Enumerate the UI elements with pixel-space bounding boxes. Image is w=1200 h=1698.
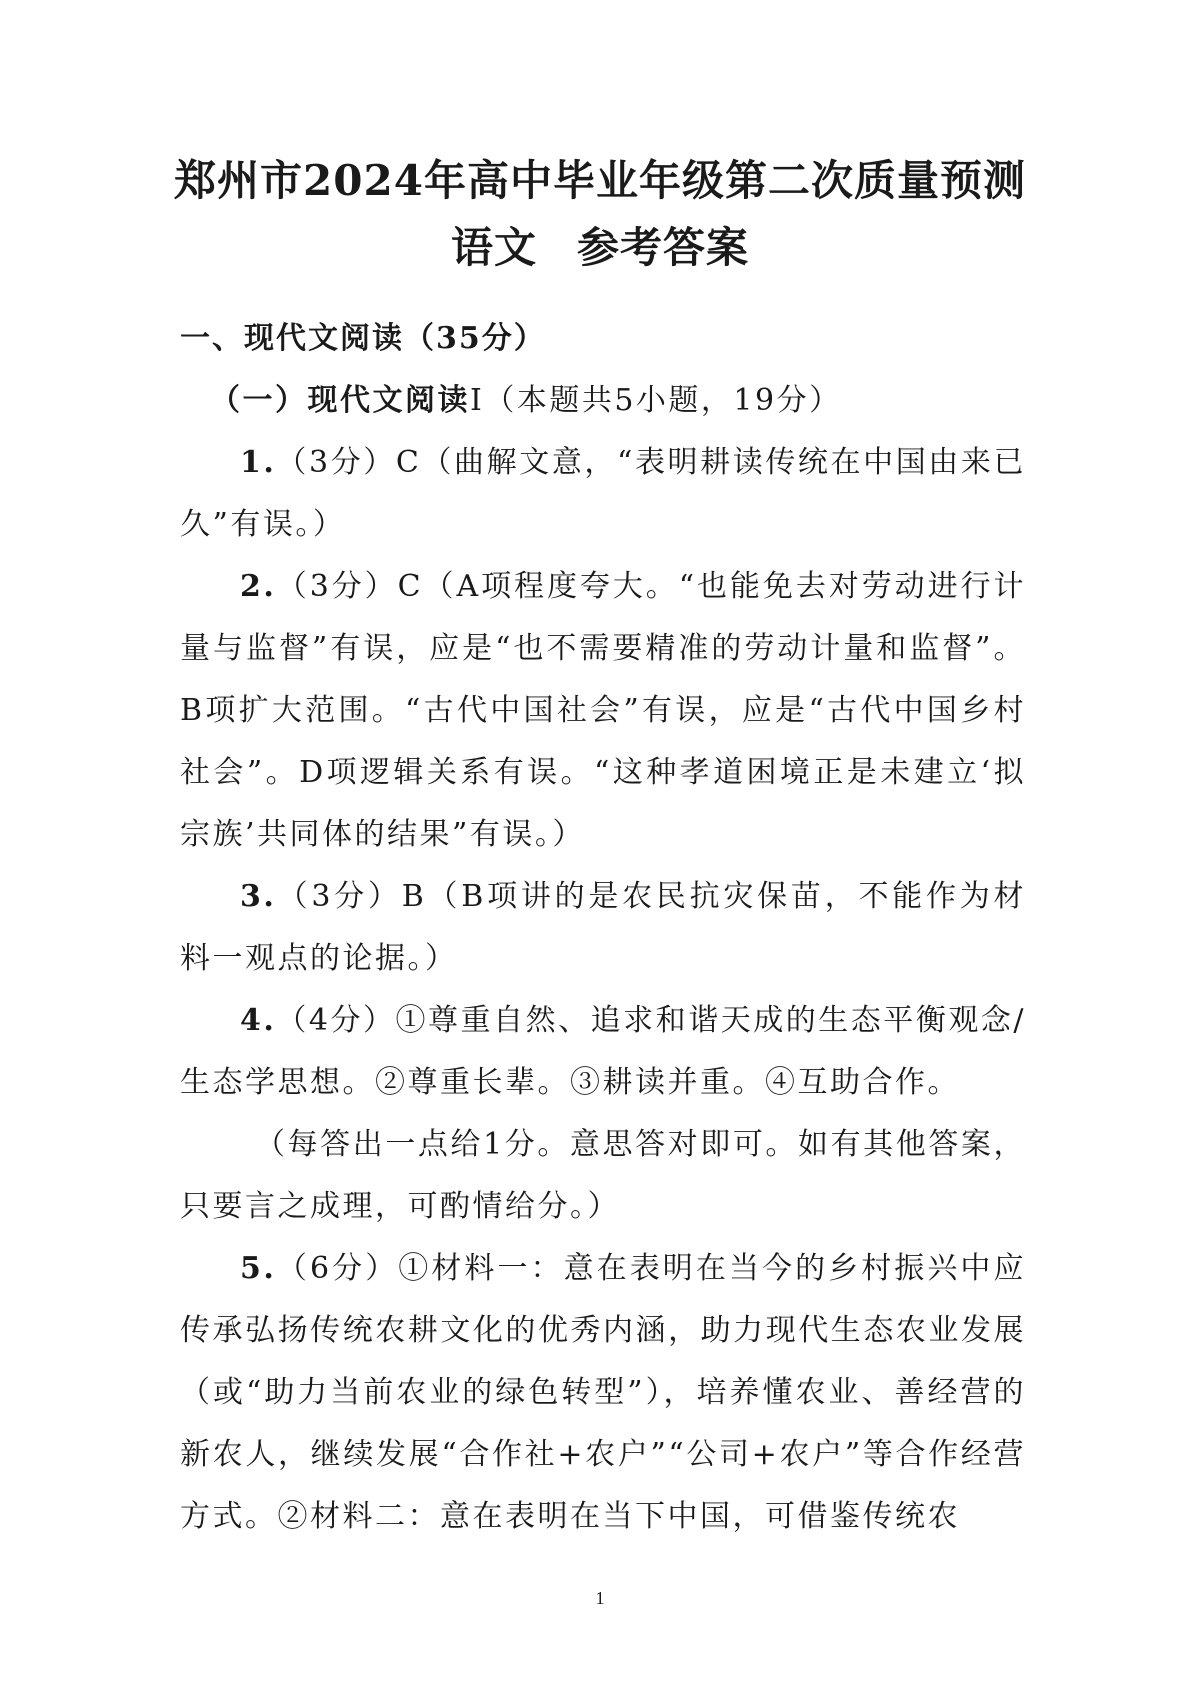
answer-text: （3分）C（曲解文意，“表明耕读传统在中国由来已久”有误。） — [180, 445, 1026, 542]
answer-number: 4. — [240, 1003, 277, 1038]
answer-item — [180, 990, 1026, 1114]
answer-item — [180, 556, 1026, 866]
subject-label: 语文 — [450, 223, 537, 272]
subsection-heading — [180, 370, 1026, 432]
answer-item — [180, 866, 1026, 990]
answer-text: （4分）①尊重自然、追求和谐天成的生态平衡观念/生态学思想。②尊重长辈。③耕读并重。④互助合作。 — [180, 1003, 1026, 1100]
page-number: 1 — [595, 1588, 605, 1608]
answer-text: （6分）①材料一：意在表明在当今的乡村振兴中应传承弘扬传统农耕文化的优秀内涵，助力现代生态农业发展（或“助力当前农业的绿色转型”），培养懂农业、善经营的新农人，继续发展“合作社+农户”“公司+农户”等合作经营方式。②材料二：意在表明在当下中国，可借鉴传统农 — [180, 1251, 1026, 1534]
scoring-note: （每答出一点给1分。意思答对即可。如有其他答案，只要言之成理，可酌情给分。） — [180, 1127, 1026, 1224]
document-body — [180, 308, 1026, 1548]
answer-number: 1. — [240, 445, 277, 480]
answer-number: 2. — [240, 569, 277, 604]
subsection-detail: Ⅰ（本题共5小题，19分） — [470, 383, 842, 418]
document-subtitle — [0, 215, 1200, 275]
answer-number: 3. — [240, 879, 277, 914]
section-heading: 一、现代文阅读（35分） — [180, 321, 546, 356]
answer-text: （3分）B（B项讲的是农民抗灾保苗，不能作为材料一观点的论据。） — [180, 879, 1026, 976]
subsection-label: （一）现代文阅读 — [210, 383, 470, 418]
document-title: 郑州市2024年高中毕业年级第二次质量预测 — [174, 156, 1026, 205]
answer-key-label: 参考答案 — [577, 223, 750, 272]
answer-item — [180, 1238, 1026, 1548]
answer-item — [180, 432, 1026, 556]
answer-text: （3分）C（A项程度夸大。“也能免去对劳动进行计量与监督”有误，应是“也不需要精准的劳动计量和监督”。B项扩大范围。“古代中国社会”有误，应是“古代中国乡村社会”。D项逻辑关系有误。“这种孝道困境正是未建立‘拟宗族’共同体的结果”有误。） — [180, 569, 1026, 852]
answer-number: 5. — [240, 1251, 277, 1286]
